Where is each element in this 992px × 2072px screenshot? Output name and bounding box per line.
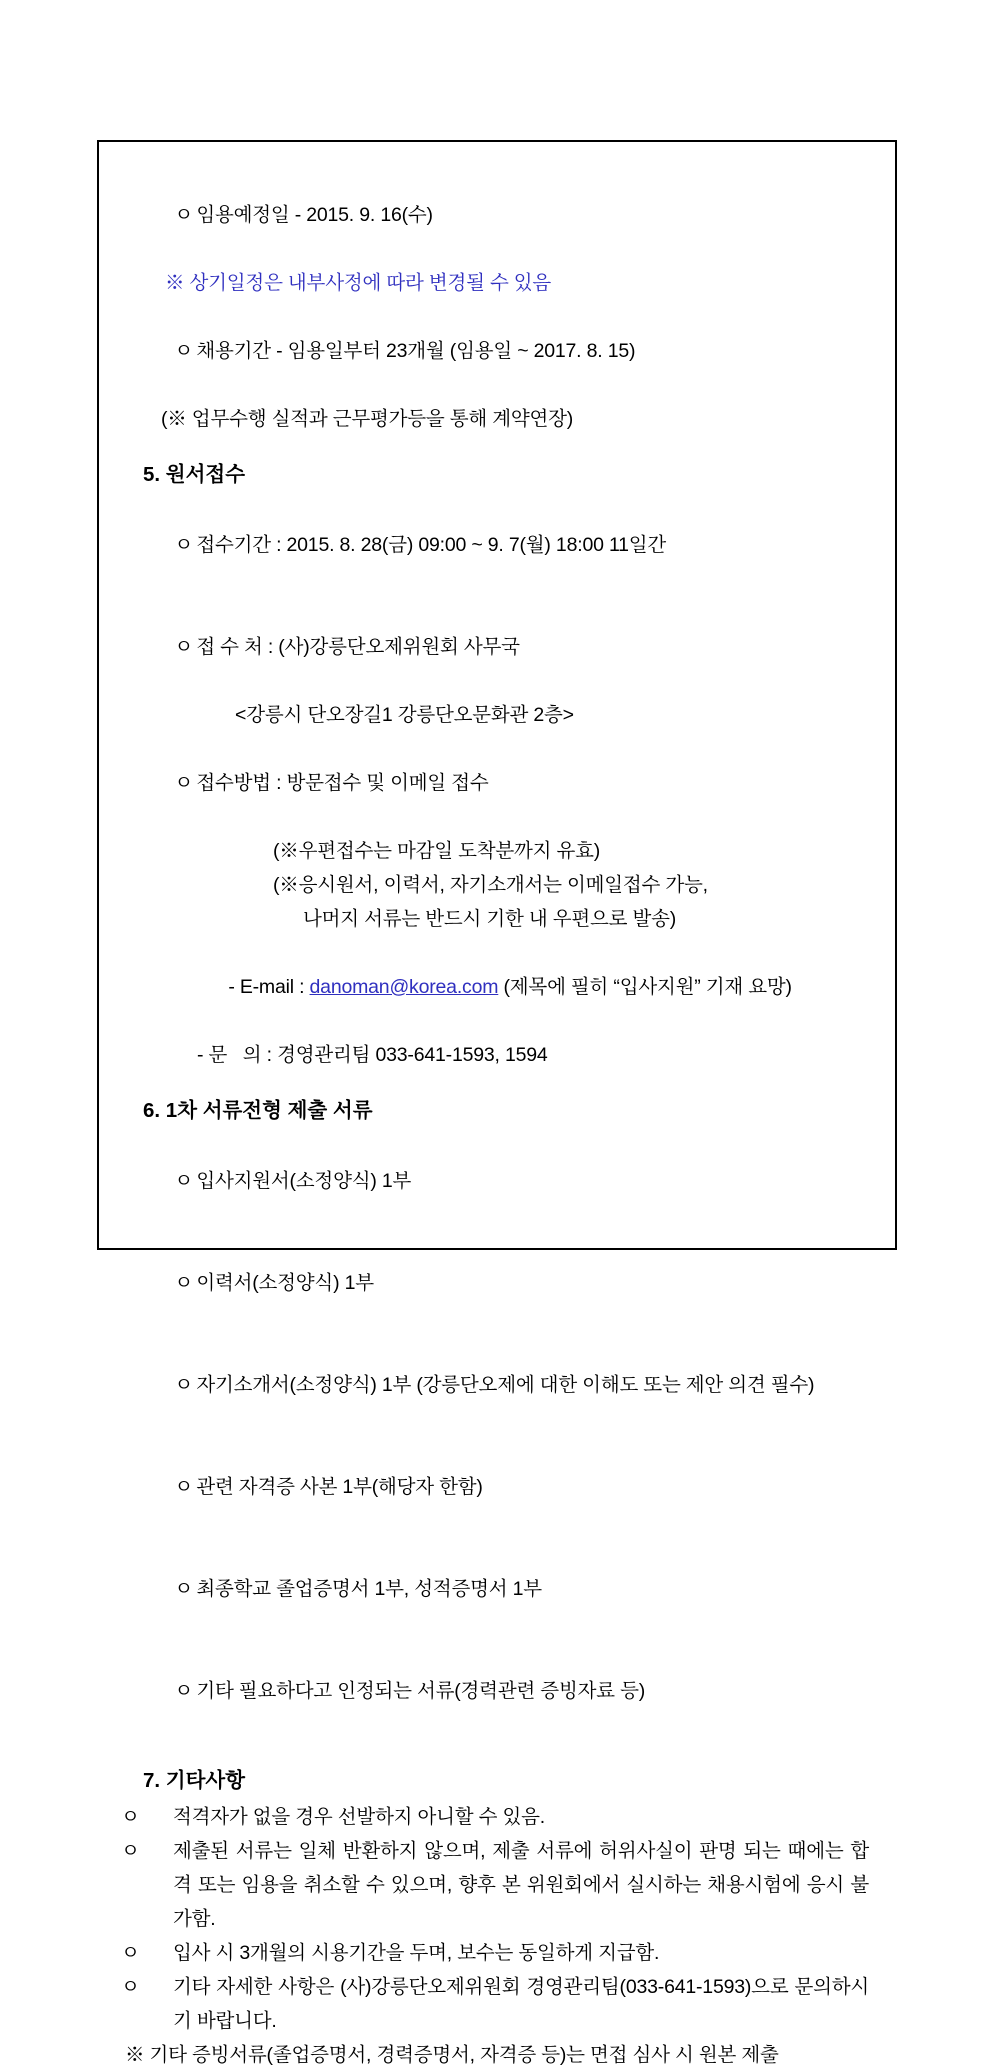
list-item-text: 제출된 서류는 일체 반환하지 않으며, 제출 서류에 허위사실이 판명 되는 때에는 합격 또는 임용을 취소할 수 있으며, 향후 본 위원회에서 실시하는 채용시험에 응시 불가함. xyxy=(173,1840,869,1930)
list-item xyxy=(125,1334,869,1436)
list-item xyxy=(125,1130,869,1232)
bullet-marker: ㅇ xyxy=(174,534,193,556)
section-heading-7: 7. 기타사항 xyxy=(143,1769,246,1792)
list-item-text: 접수기간 : 2015. 8. 28(금) 09:00 ~ 9. 7(월) 18:00 11일간 xyxy=(196,534,667,556)
list-item-text: 입사 시 3개월의 시용기간을 두며, 보수는 동일하게 지급함. xyxy=(173,1942,660,1964)
list-item-text: 접수방법 : 방문접수 및 이메일 접수 xyxy=(196,772,489,794)
bullet-marker: ㅇ xyxy=(121,1976,140,1998)
list-item-text: 관련 자격증 사본 1부(해당자 한함) xyxy=(196,1476,483,1498)
bullet-marker: ㅇ xyxy=(174,1374,193,1396)
section-heading-5: 5. 원서접수 xyxy=(143,463,246,486)
list-item-text: 이력서(소정양식) 1부 xyxy=(196,1272,374,1294)
bullet-marker: ㅇ xyxy=(174,204,193,226)
list-item xyxy=(125,1232,869,1334)
method-note-1: (※우편접수는 마감일 도착분까지 유효) xyxy=(273,840,601,862)
document-frame xyxy=(97,140,897,2066)
list-item xyxy=(125,300,869,402)
list-item xyxy=(125,1640,869,1742)
list-item-text: 자기소개서(소정양식) 1부 (강릉단오제에 대한 이해도 또는 제안 의견 필수) xyxy=(196,1374,815,1396)
list-item-text: 채용기간 - 임용일부터 23개월 (임용일 ~ 2017. 8. 15) xyxy=(196,340,636,362)
method-note-2: (※응시원서, 이력서, 자기소개서는 이메일접수 가능, xyxy=(273,874,708,896)
list-item-text: 적격자가 없을 경우 선발하지 아니할 수 있음. xyxy=(173,1806,545,1828)
list-item xyxy=(121,1936,869,1970)
list-item-text: 입사지원서(소정양식) 1부 xyxy=(196,1170,412,1192)
bullet-marker: ㅇ xyxy=(174,1578,193,1600)
list-item xyxy=(121,1800,869,1834)
bullet-marker: ㅇ xyxy=(121,1806,140,1828)
bullet-marker: ㅇ xyxy=(174,1272,193,1294)
section-heading-6: 6. 1차 서류전형 제출 서류 xyxy=(143,1099,373,1122)
email-line xyxy=(125,936,869,1038)
bullet-marker: ㅇ xyxy=(174,772,193,794)
bullet-marker: ㅇ xyxy=(174,1476,193,1498)
bullet-marker: ㅇ xyxy=(121,1840,140,1862)
bullet-marker: ㅇ xyxy=(174,1170,193,1192)
list-item xyxy=(125,596,869,698)
bullet-marker: ㅇ xyxy=(121,1942,140,1964)
email-suffix: (제목에 필히 “입사지원” 기재 요망) xyxy=(498,976,792,998)
list-item xyxy=(125,1436,869,1538)
address-line: <강릉시 단오장길1 강릉단오문화관 2층> xyxy=(235,704,574,726)
list-item-text: 접 수 처 : (사)강릉단오제위원회 사무국 xyxy=(196,636,520,658)
list-item xyxy=(121,1970,869,2038)
bullet-marker: ㅇ xyxy=(174,340,193,362)
paren-note: (※ 업무수행 실적과 근무평가등을 통해 계약연장) xyxy=(161,408,574,430)
list-item xyxy=(125,164,869,266)
bullet-marker: ㅇ xyxy=(174,1680,193,1702)
bullet-marker: ㅇ xyxy=(174,636,193,658)
list-item-text: 최종학교 졸업증명서 1부, 성적증명서 1부 xyxy=(196,1578,542,1600)
list-item xyxy=(125,494,869,596)
email-label: - E-mail : xyxy=(228,976,310,998)
list-item-text: 임용예정일 - 2015. 9. 16(수) xyxy=(196,204,433,226)
method-note-3: 나머지 서류는 반드시 기한 내 우편으로 발송) xyxy=(303,908,677,930)
list-item-text: 기타 필요하다고 인정되는 서류(경력관련 증빙자료 등) xyxy=(196,1680,646,1702)
email-link[interactable]: danoman@korea.com xyxy=(309,976,499,998)
contact-line: - 문 의 : 경영관리팀 033-641-1593, 1594 xyxy=(197,1044,548,1066)
list-item xyxy=(125,1538,869,1640)
list-item xyxy=(125,732,869,834)
blue-note: ※ 상기일정은 내부사정에 따라 변경될 수 있음 xyxy=(165,272,552,294)
list-item-text: 기타 자세한 사항은 (사)강릉단오제위원회 경영관리팀(033-641-1593)으로 문의하시기 바랍니다. xyxy=(173,1976,869,2032)
footnote: ※ 기타 증빙서류(졸업증명서, 경력증명서, 자격증 등)는 면접 심사 시 원본 제출 xyxy=(125,2044,779,2066)
list-item xyxy=(121,1834,869,1936)
